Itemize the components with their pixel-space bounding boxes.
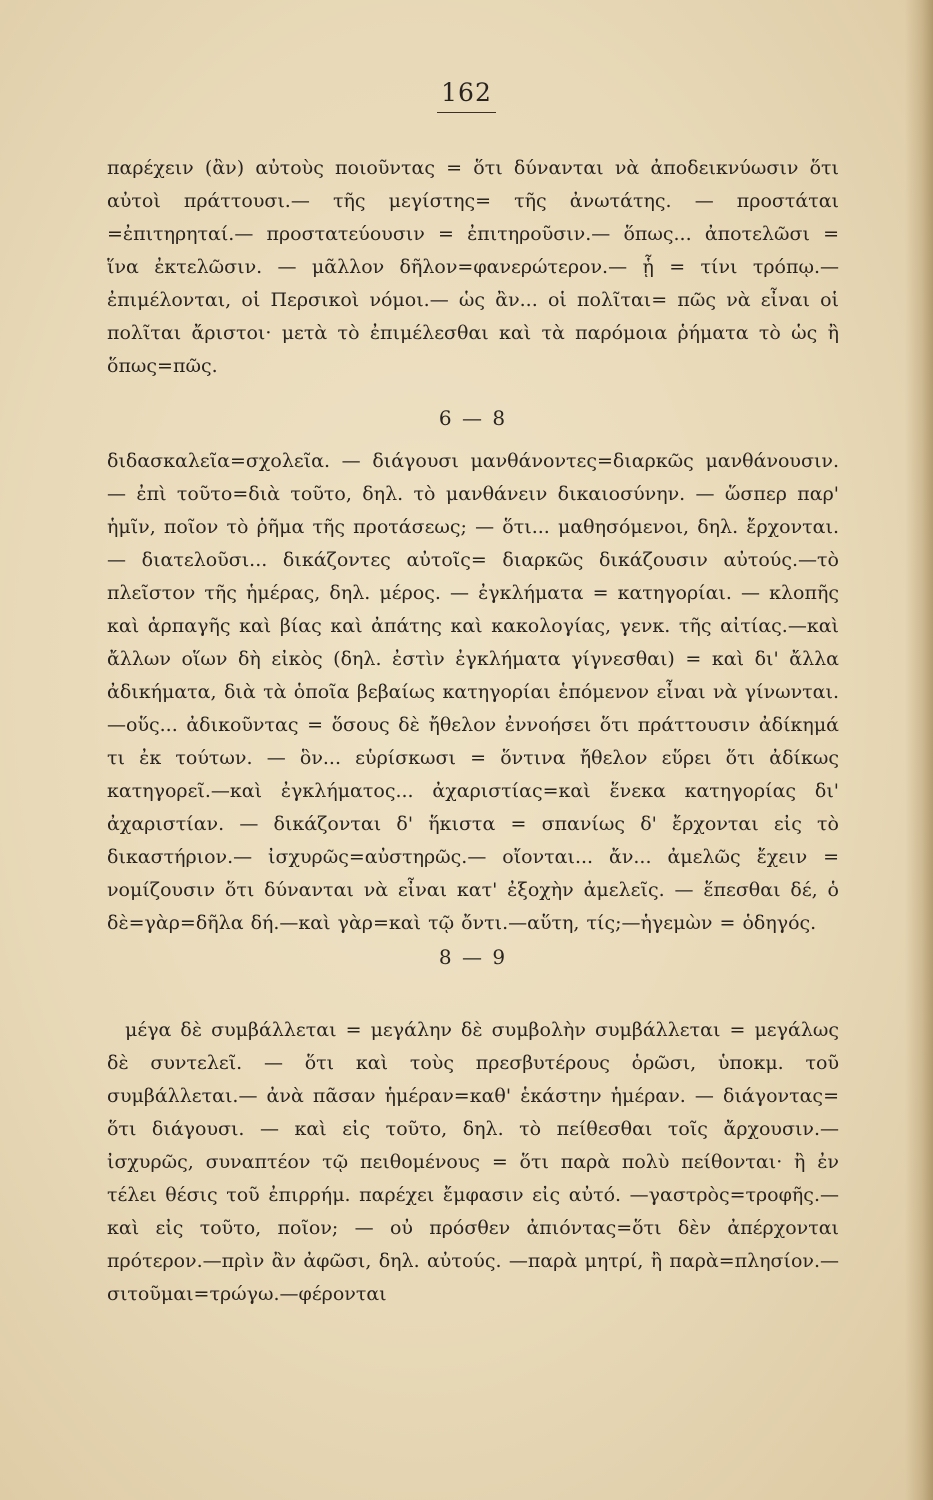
section-heading-6-8: 6 — 8: [438, 406, 508, 430]
spacer: [107, 383, 839, 401]
page-number: [0, 78, 933, 113]
page-number-text: 162: [437, 78, 496, 113]
paragraph-6-8: διδασκαλεῖα=σχολεῖα. — διάγουσι μανθάνοντες=διαρκῶς μανθάνουσιν. — ἐπὶ τοῦτο=διὰ τοῦτο, δηλ. τὸ μανθάνειν δικαιοσύνην. — ὥσπερ παρ' ἡμῖν, ποῖον τὸ ῥῆμα τῆς προτάσεως; — ὅτι... μαθησόμενοι, δηλ. ἔρχονται. — διατελοῦσι... δικάζοντες αὐτοῖς= διαρκῶς δικάζουσιν αὐτούς.—τὸ πλεῖστον τῆς ἡμέρας, δηλ. μέρος. — ἐγκλήματα = κατηγορίαι. — κλοπῆς καὶ ἁρπαγῆς καὶ βίας καὶ ἀπάτης καὶ κακολογίας, γενκ. τῆς αἰτίας.—καὶ ἄλλων οἵων δὴ εἰκὸς (δηλ. ἐστὶν ἐγκλήματα γίγνεσθαι) = καὶ δι' ἄλλα ἀδικήματα, διὰ τὰ ὁποῖα βεβαίως κατηγορίαι ἑπόμενον εἶναι νὰ γίνωνται.—οὕς... ἀδικοῦντας = ὅσους δὲ ἤθελον ἐννοήσει ὅτι πράττουσιν ἀδίκημά τι ἐκ τούτων. — ὃν... εὑρίσκωσι = ὅντινα ἤθελον εὕρει ὅτι ἀδίκως κατηγορεῖ.—καὶ ἐγκλήματος... ἀχαριστίας=καὶ ἕνεκα κατηγορίας δι' ἀχαριστίαν. — δικάζονται δ' ἥκιστα = σπανίως δ' ἔρχονται εἰς τὸ δικαστήριον.— ἰσχυρῶς=αὐστηρῶς.— οἴονται... ἄν... ἀμελῶς ἔχειν = νομίζουσιν ὅτι δύνανται νὰ εἶναι κατ' ἐξοχὴν ἀμελεῖς. — ἕπεσθαι δέ, ὁ δὲ=γὰρ=δῆλα δή.—καὶ γὰρ=καὶ τῷ ὄντι.—αὕτη, τίς;—ἡγεμὼν = ὁδηγός.: [107, 450, 839, 934]
page-body: [107, 152, 839, 1311]
spacer: [107, 974, 839, 1014]
spacer: [107, 435, 839, 445]
page-edge-shadow: [905, 0, 933, 1500]
paragraph-intro: παρέχειν (ἂν) αὐτοὺς ποιοῦντας = ὅτι δύνανται νὰ ἀποδεικνύωσιν ὅτι αὐτοὶ πράττουσι.— τῆς μεγίστης= τῆς ἀνωτάτης. — προστάται =ἐπιτηρηταί.— προστατεύουσιν = ἐπιτηροῦσιν.— ὅπως... ἀποτελῶσι = ἵνα ἐκτελῶσιν. — μᾶλλον δῆλον=φανερώτερον.— ᾗ = τίνι τρόπῳ.—ἐπιμέλονται, οἱ Περσικοὶ νόμοι.— ὡς ἂν... οἱ πολῖται= πῶς νὰ εἶναι οἱ πολῖται ἄριστοι· μετὰ τὸ ἐπιμέλεσθαι καὶ τὰ παρόμοια ῥήματα τὸ ὡς ἢ ὅπως=πῶς.: [107, 157, 839, 377]
section-heading-8-9: 8 — 9: [438, 945, 508, 969]
paragraph-8-9: μέγα δὲ συμβάλλεται = μεγάλην δὲ συμβολὴν συμβάλλεται = μεγάλως δὲ συντελεῖ. — ὅτι καὶ τοὺς πρεσβυτέρους ὁρῶσι, ὑποκμ. τοῦ συμβάλλεται.— ἀνὰ πᾶσαν ἡμέραν=καθ' ἑκάστην ἡμέραν. — διάγοντας= ὅτι διάγουσι. — καὶ εἰς τοῦτο, δηλ. τὸ πείθεσθαι τοῖς ἄρχουσιν.— ἰσχυρῶς, συναπτέον τῷ πειθομένους = ὅτι παρὰ πολὺ πείθονται· ἢ ἐν τέλει θέσις τοῦ ἐπιρρήμ. παρέχει ἔμφασιν εἰς αὐτό. —γαστρὸς=τροφῆς.—καὶ εἰς τοῦτο, ποῖον; — οὐ πρόσθεν ἀπιόντας=ὅτι δὲν ἀπέρχονται πρότερον.—πρὶν ἂν ἀφῶσι, δηλ. αὐτούς. —παρὰ μητρί, ἢ παρὰ=πλησίον.—σιτοῦμαι=τρώγω.—φέρονται: [107, 1019, 839, 1305]
